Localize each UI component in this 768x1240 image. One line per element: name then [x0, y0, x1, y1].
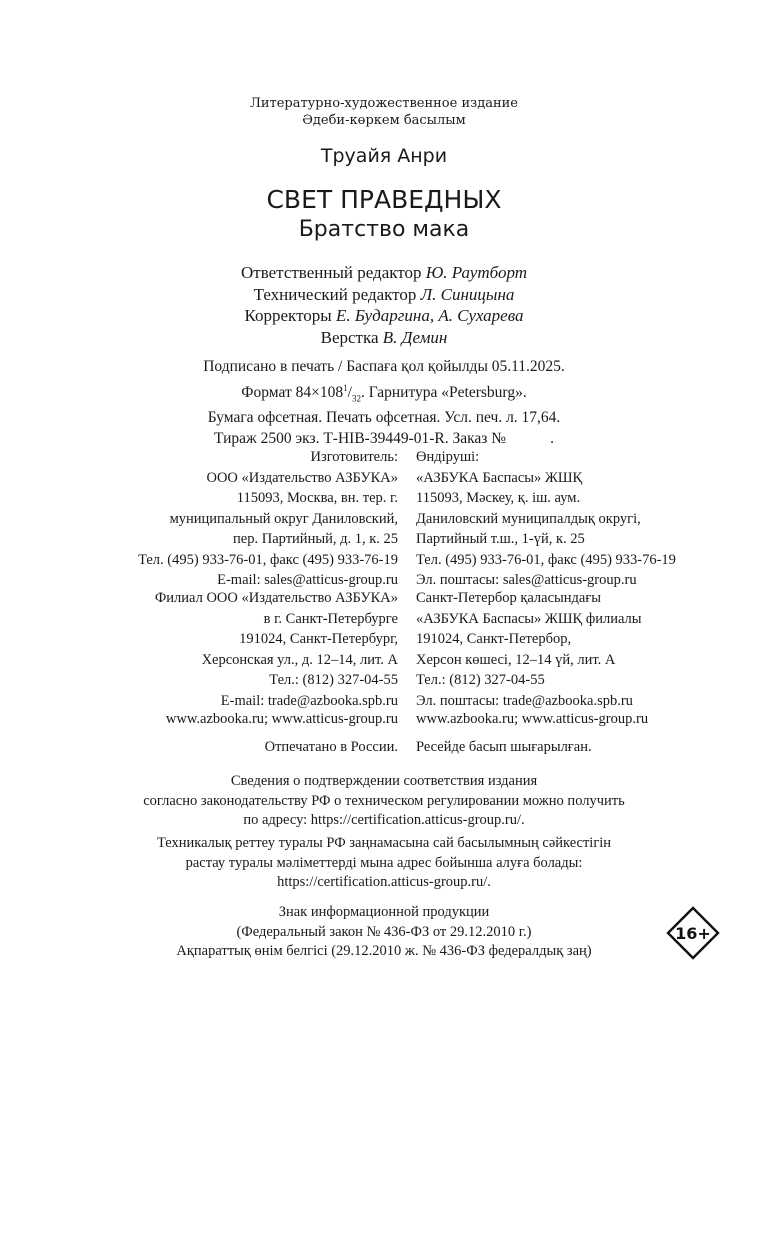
- book-subtitle: Братство мака: [298, 217, 470, 242]
- paper-line: Бумага офсетная. Печать офсетная. Усл. печ. л. 17,64.: [207, 409, 561, 427]
- certification-ru: Сведения о подтверждении соответствия издания согласно законодательству РФ о техническом регулировании можно получить по адресу: https://certification.atticus-group.ru/.: [143, 773, 625, 828]
- credit-line: Ответственный редактор Ю. Раутборт: [241, 263, 527, 282]
- print-run-line: Тираж 2500 экз. Т-HIB-39449-01-R. Заказ № .: [214, 429, 554, 447]
- age-rating-text: 16+: [675, 923, 711, 943]
- websites-kz: www.azbooka.ru; www.atticus-group.ru: [416, 711, 649, 727]
- publisher-ru: Изготовитель: ООО «Издательство АЗБУКА» 115093, Москва, вн. тер. г. муниципальный округ Даниловский, пер. Партийный, д. 1, к. 25 Тел. (495) 933-76-01, факс (495) 933-76-19 E-mail: sales@atticus-group.ru: [138, 449, 398, 588]
- info-product-mark: Знак информационной продукции (Федеральный закон № 436-ФЗ от 29.12.2010 г.) Ақпараттық өнім белгісі (29.12.2010 ж. № 436-ФЗ федералдық заң): [176, 904, 592, 959]
- author: Труайя Анри: [320, 145, 448, 167]
- age-rating-badge: [666, 906, 720, 960]
- edition-type-kz: Әдеби-көркем басылым: [302, 113, 466, 128]
- certification-kz: Техникалық реттеу туралы РФ заңнамасына сай басылымның сәйкестігін растау туралы мәліметтерді мына адрес бойынша алуға болады: https://certification.atticus-group.ru/.: [156, 835, 612, 890]
- printed-in-kz: Ресейде басып шығарылған.: [416, 739, 592, 755]
- branch-ru: Филиал ООО «Издательство АЗБУКА» в г. Санкт-Петербурге 191024, Санкт-Петербург, Херсонская ул., д. 12–14, лит. А Тел.: (812) 327-04-55 E-mail: trade@azbooka.spb.ru: [154, 590, 398, 709]
- book-title: СВЕТ ПРАВЕДНЫХ: [266, 185, 502, 214]
- websites-ru: www.azbooka.ru; www.atticus-group.ru: [165, 711, 398, 727]
- edition-type-ru: Литературно-художественное издание: [250, 96, 518, 111]
- edition-type: [0, 95, 768, 129]
- credits-block: [0, 262, 768, 348]
- format-line: Формат $84\times 108^1/_{32}$. Гарнитура «Petersburg».: [241, 382, 527, 403]
- credit-line: Технический редактор Л. Синицына: [253, 284, 515, 304]
- signed-date: Подписано в печать / Баспаға қол қойылды 05.11.2025.: [203, 358, 565, 375]
- publisher-kz: Өндіруші: «АЗБУКА Баспасы» ЖШҚ 115093, Мәскеу, қ. іш. аум. Даниловский муниципалдық округі, Партийный т.ш., 1-үй, к. 25 Тел. (495) 933-76-01, факс (495) 933-76-19 Эл. поштасы: sales@atticus-group.ru: [416, 449, 676, 588]
- branch-kz: Санкт-Петербор қаласындағы «АЗБУКА Баспасы» ЖШҚ филиалы 191024, Санкт-Петербор, Херсон көшесі, 12–14 үй, лит. А Тел.: (812) 327-04-55 Эл. поштасы: trade@azbooka.spb.ru: [416, 590, 642, 709]
- imprint-block: [0, 357, 768, 449]
- credit-line: Верстка В. Демин: [320, 327, 448, 347]
- credit-line: Корректоры Е. Бударгина, А. Сухарева: [244, 306, 524, 325]
- printed-in-ru: Отпечатано в России.: [264, 739, 398, 755]
